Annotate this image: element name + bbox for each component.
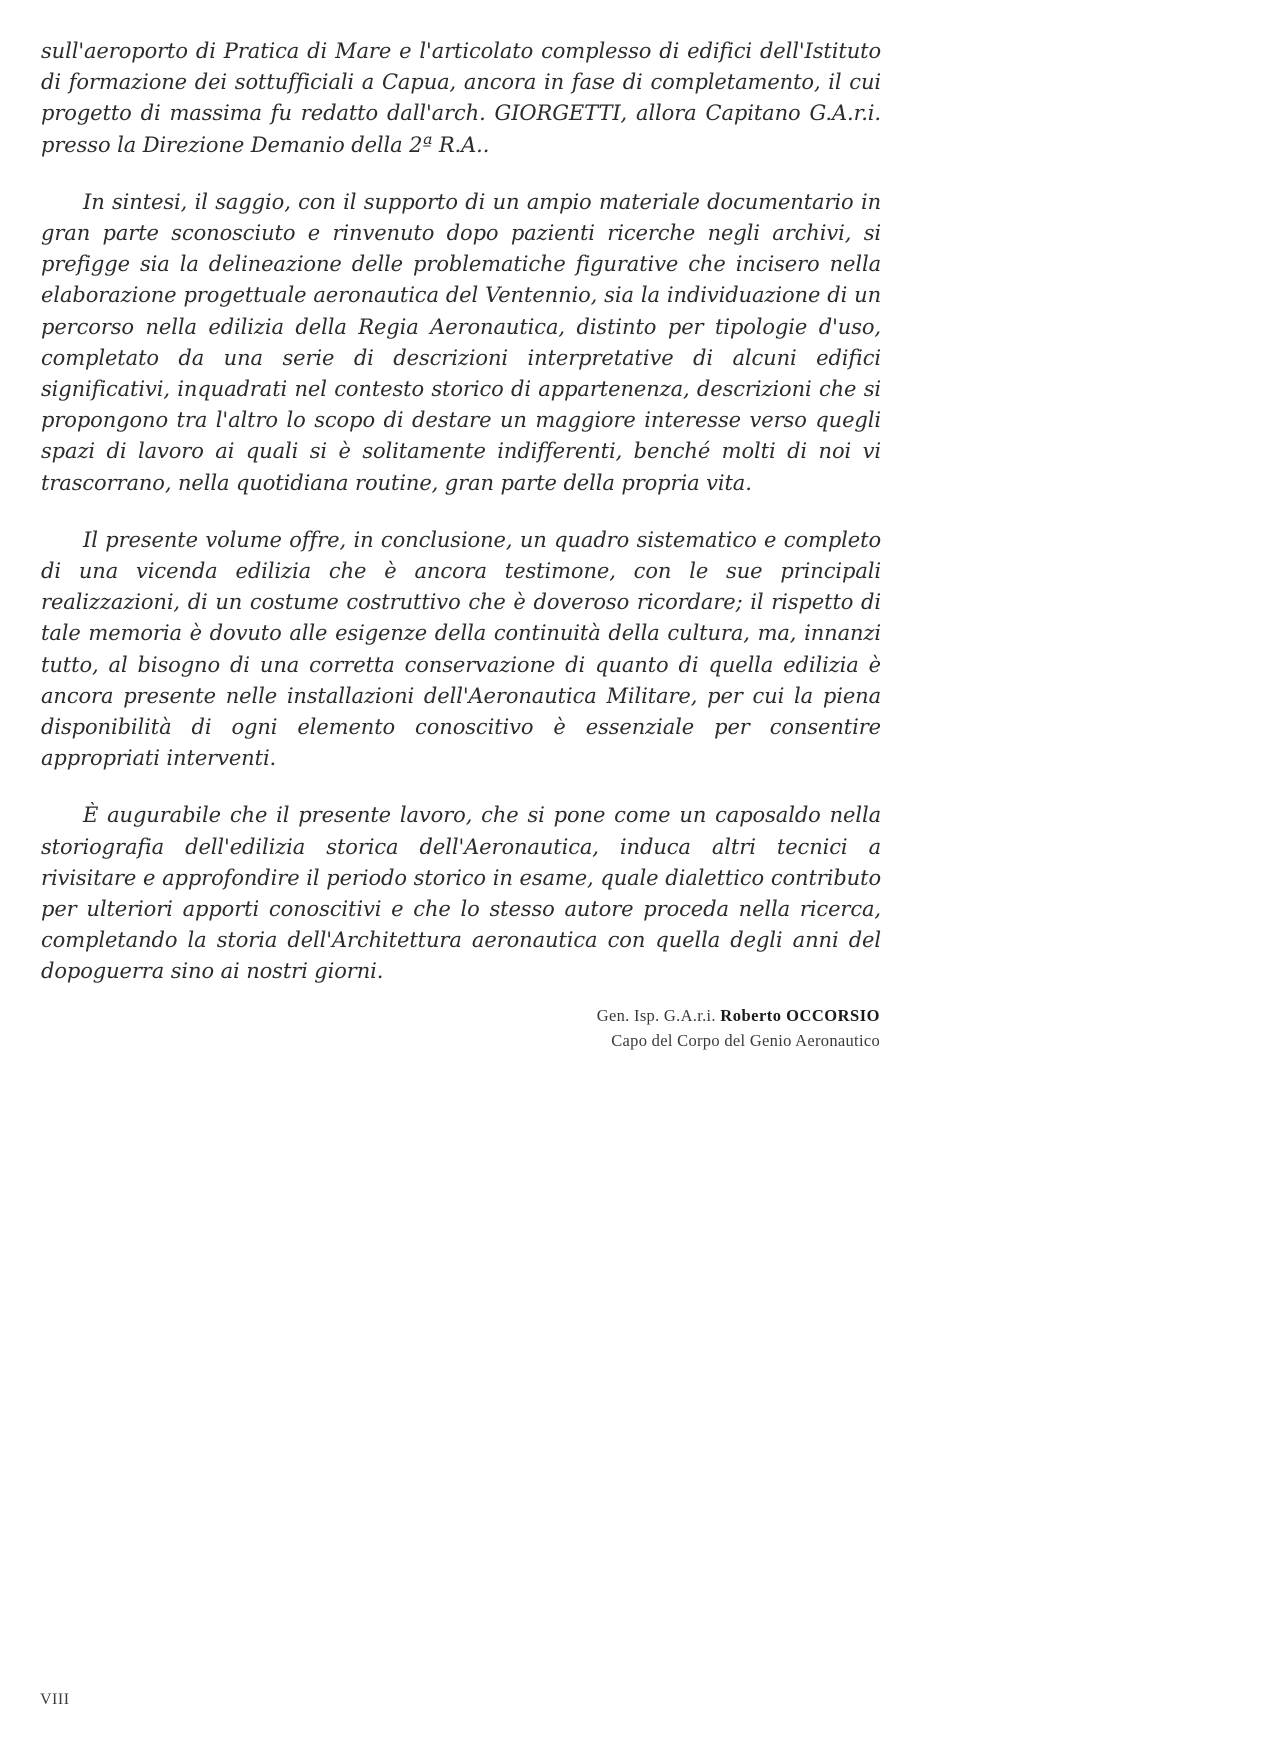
signature-line-1 — [480, 1003, 880, 1028]
page-number: VIII — [40, 1691, 70, 1708]
signature-title: Capo del Corpo del Genio Aeronautico — [611, 1031, 880, 1050]
signature-rank: Gen. Isp. G.A.r.i. — [596, 1006, 716, 1025]
paragraph-4: È augurabile che il presente lavoro, che si pone come un caposaldo nella storiografia dell'edilizia storica dell'Aeronautica, induca altri tecnici a rivisitare e approfondire il periodo storico in esame, quale dialettico contributo per ulteriori apporti conoscitivi e che lo stesso autore proceda nella ricerca, completando la storia dell'Architettura aeronautica con quella degli anni del dopoguerra sino ai nostri giorni. — [41, 803, 881, 984]
paragraph-2: In sintesi, il saggio, con il supporto di un ampio materiale documentario in gran parte sconosciuto e rinvenuto dopo pazienti ricerche negli archivi, si prefigge sia la delineazione delle problematiche figurative che incisero nella elaborazione progettuale aeronautica del Ventennio, sia la individuazione di un percorso nella edilizia della Regia Aeronautica, distinto per tipologie d'uso, completato da una serie di descrizioni interpretative di alcuni edifici significativi, inquadrati nel contesto storico di appartenenza, descrizioni che si propongono tra l'altro lo scopo di destare un maggiore interesse verso quegli spazi di lavoro ai quali si è solitamente indifferenti, benché molti di noi vi trascorrano, nella quotidiana routine, gran parte della propria vita. — [41, 189, 881, 495]
paragraph-3: Il presente volume offre, in conclusione, un quadro sistematico e completo di una vicenda edilizia che è ancora testimone, con le sue principali realizzazioni, di un costume costruttivo che è doveroso ricordare; il rispetto di tale memoria è dovuto alle esigenze della continuità della cultura, ma, innanzi tutto, al bisogno di una corretta conservazione di quanto di quella edilizia è ancora presente nelle installazioni dell'Aeronautica Militare, per cui la piena disponibilità di ogni elemento conoscitivo è essenziale per consentire appropriati interventi. — [41, 527, 881, 771]
paragraph-1: sull'aeroporto di Pratica di Mare e l'articolato complesso di edifici dell'Istituto di formazione dei sottufficiali a Capua, ancora in fase di completamento, il cui progetto di massima fu redatto dall'arch. GIORGETTI, allora Capitano G.A.r.i. presso la Direzione Demanio della 2ª R.A.. — [41, 39, 881, 157]
signature-name: Roberto OCCORSIO — [720, 1006, 880, 1025]
body-text — [41, 36, 881, 1014]
signature-block — [480, 1003, 880, 1053]
